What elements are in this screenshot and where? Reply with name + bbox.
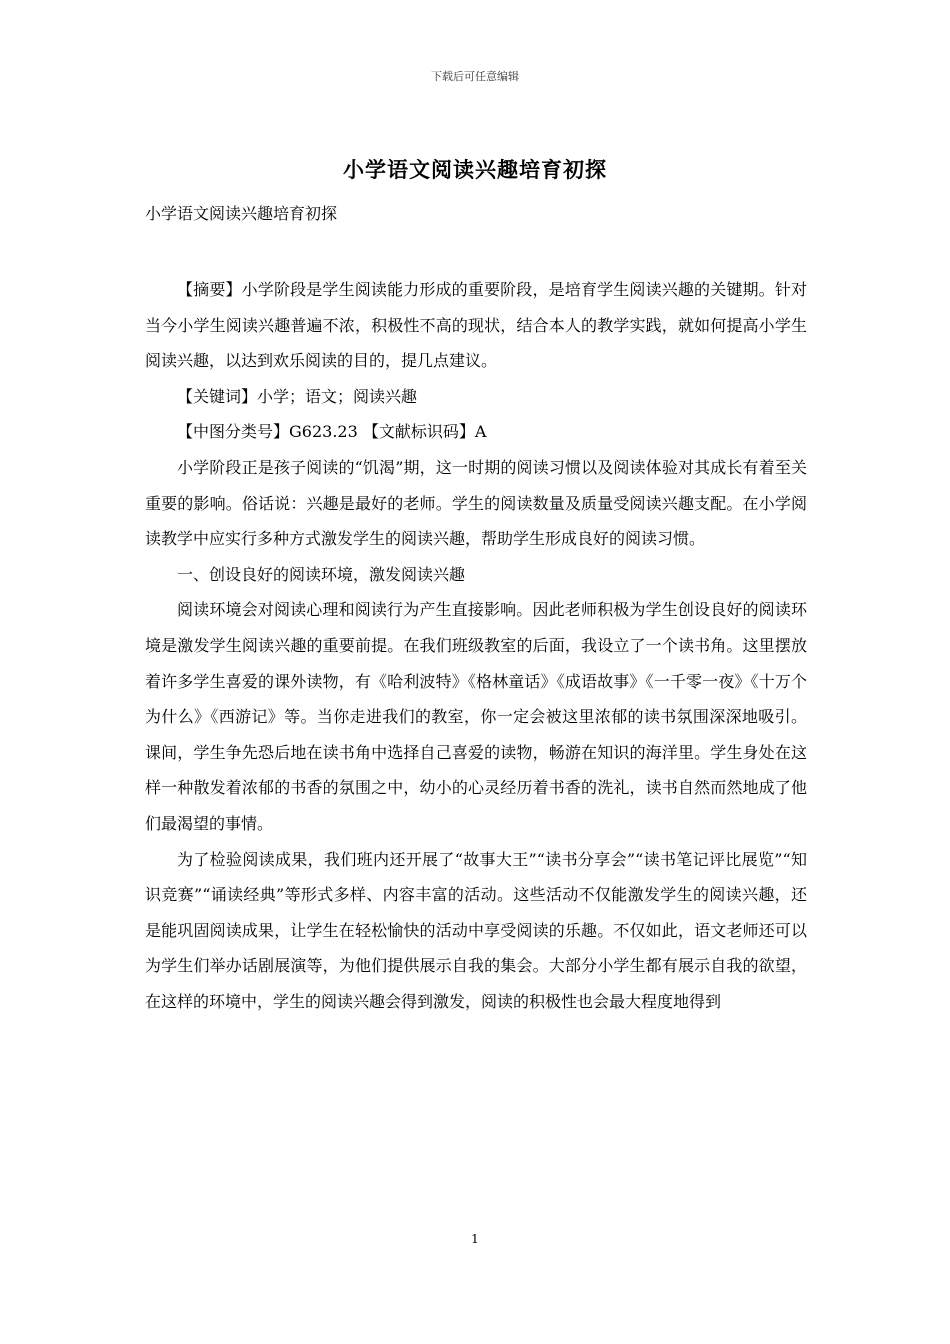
body-paragraph: 为了检验阅读成果，我们班内还开展了“故事大王”“读书分享会”“读书笔记评比展览”“知识竞赛”“诵读经典”等形式多样、内容丰富的活动。这些活动不仅能激发学生的阅读兴趣，还是能巩固阅读成果，让学生在轻松愉快的活动中享受阅读的乐趣。不仅如此，语文老师还可以为学生们举办话剧展演等，为他们提供展示自我的集会。大部分小学生都有展示自我的欲望，在这样的环境中，学生的阅读兴趣会得到激发，阅读的积极性也会最大程度地得到 [145, 849, 807, 1011]
page-number: 1 [471, 1232, 479, 1246]
intro-paragraph: 小学阶段正是孩子阅读的“饥渴”期，这一时期的阅读习惯以及阅读体验对其成长有着至关重要的影响。俗话说：兴趣是最好的老师。学生的阅读数量及质量受阅读兴趣支配。在小学阅读教学中应实行多种方式激发学生的阅读兴趣，帮助学生形成良好的阅读习惯。 [145, 457, 807, 549]
classification-paragraph: 【中图分类号】G623.23 【文献标识码】A [177, 422, 487, 442]
document-body [145, 272, 807, 1019]
keywords-paragraph: 【关键词】小学；语文；阅读兴趣 [177, 386, 418, 406]
document-subtitle: 小学语文阅读兴趣培育初探 [145, 204, 338, 223]
body-paragraph: 阅读环境会对阅读心理和阅读行为产生直接影响。因此老师积极为学生创设良好的阅读环境是激发学生阅读兴趣的重要前提。在我们班级教室的后面，我设立了一个读书角。这里摆放着许多学生喜爱的课外读物，有《哈利波特》《格林童话》《成语故事》《一千零一夜》《十万个为什么》《西游记》等。当你走进我们的教室，你一定会被这里浓郁的读书氛围深深地吸引。课间，学生争先恐后地在读书角中选择自己喜爱的读物，畅游在知识的海洋里。学生身处在这样一种散发着浓郁的书香的氛围之中，幼小的心灵经历着书香的洗礼，读书自然而然地成了他们最渴望的事情。 [145, 600, 807, 833]
abstract-paragraph: 【摘要】小学阶段是学生阅读能力形成的重要阶段，是培育学生阅读兴趣的关键期。针对当今小学生阅读兴趣普遍不浓，积极性不高的现状，结合本人的教学实践，就如何提高小学生阅读兴趣，以达到欢乐阅读的目的，提几点建议。 [145, 280, 807, 371]
document-title: 小学语文阅读兴趣培育初探 [343, 157, 607, 182]
page-header: 下载后可任意编辑 [431, 70, 519, 83]
section-heading: 一、创设良好的阅读环境，激发阅读兴趣 [177, 564, 466, 584]
